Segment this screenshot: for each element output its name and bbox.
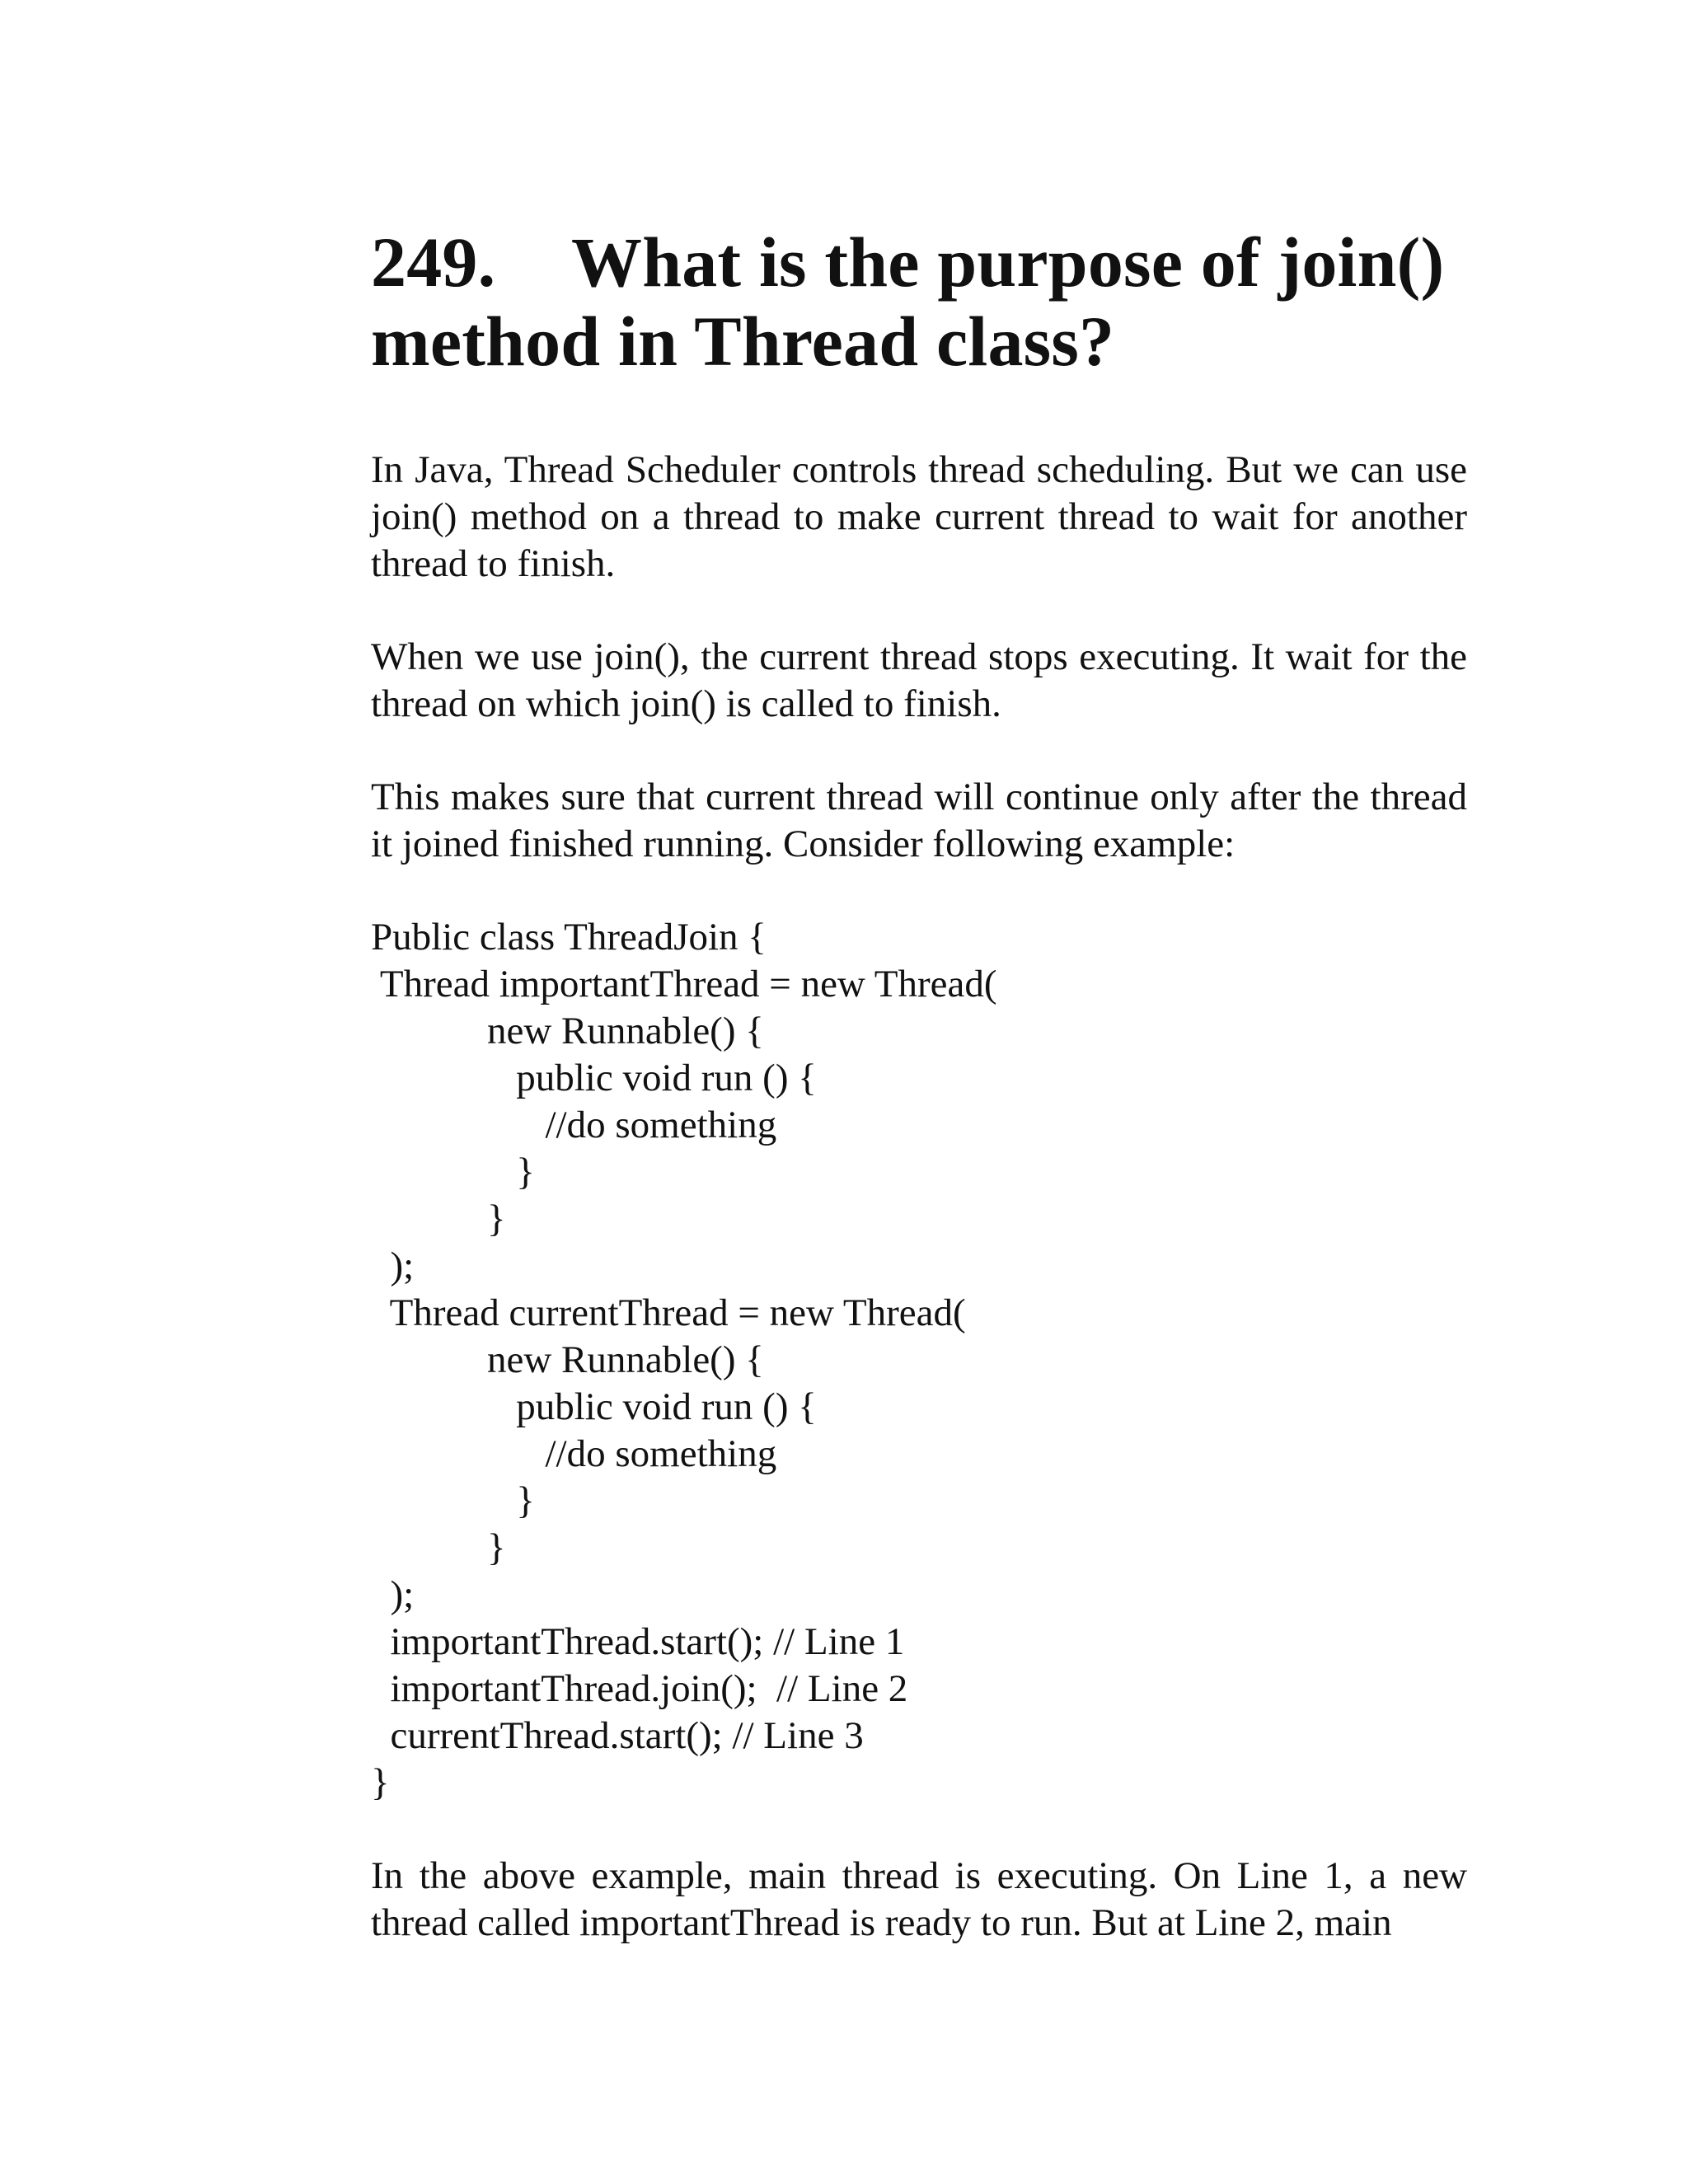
- code-line: }: [371, 1197, 506, 1240]
- paragraph-join-behavior: When we use join(), the current thread stops executing. It wait for the thread on which join() is called to finish.: [371, 635, 1467, 725]
- code-line: }: [371, 1526, 506, 1569]
- question-title-line-1: What is the purpose of join(): [571, 223, 1445, 302]
- code-line: );: [371, 1244, 415, 1287]
- code-line: importantThread.join(); // Line 2: [371, 1667, 908, 1710]
- code-line: }: [371, 1151, 535, 1193]
- code-line: }: [371, 1479, 535, 1522]
- code-line: }: [371, 1761, 390, 1804]
- code-line: importantThread.start(); // Line 1: [371, 1620, 905, 1663]
- code-line: Thread importantThread = new Thread(: [371, 963, 997, 1005]
- document-page: [371, 223, 1467, 1947]
- paragraph-explanation: In the above example, main thread is executing. On Line 1, a new thread called importantThread is ready to run. But at Line 2, main: [371, 1854, 1467, 1944]
- paragraph-intro: In Java, Thread Scheduler controls thread scheduling. But we can use join() method on a thread to make current thread to wait for another thread to finish.: [371, 448, 1467, 585]
- code-example: [371, 914, 1467, 1807]
- question-title-line-2: method in Thread class?: [371, 302, 1115, 381]
- code-line: //do something: [371, 1104, 777, 1146]
- code-line: new Runnable() {: [371, 1010, 764, 1052]
- code-line: public void run () {: [371, 1385, 817, 1428]
- code-line: Public class ThreadJoin {: [371, 916, 767, 958]
- code-line: public void run () {: [371, 1057, 817, 1099]
- question-heading: [371, 223, 1467, 381]
- question-number: 249.: [371, 223, 496, 302]
- code-line: Thread currentThread = new Thread(: [371, 1291, 966, 1334]
- code-line: //do something: [371, 1432, 777, 1475]
- code-line: new Runnable() {: [371, 1338, 764, 1381]
- code-line: currentThread.start(); // Line 3: [371, 1714, 864, 1757]
- paragraph-example-intro: This makes sure that current thread will continue only after the thread it joined finished running. Consider following example:: [371, 776, 1467, 865]
- code-line: );: [371, 1573, 415, 1616]
